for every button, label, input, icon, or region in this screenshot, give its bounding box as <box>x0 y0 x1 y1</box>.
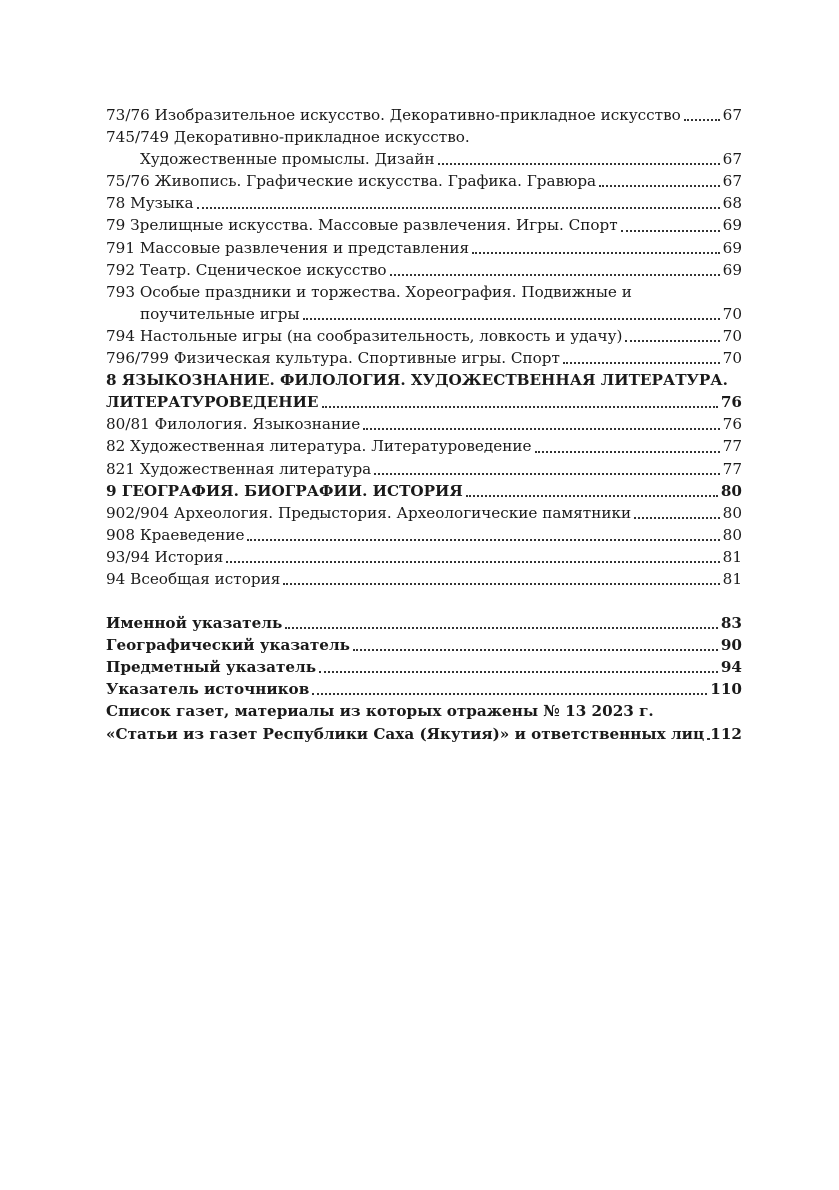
toc-entry[interactable] <box>106 325 742 347</box>
toc-entry-title: 9 ГЕОГРАФИЯ. БИОГРАФИИ. ИСТОРИЯ <box>106 481 463 500</box>
toc-entry-page: 83 <box>720 614 742 633</box>
toc-entry-title: 793 Особые праздники и торжества. Хореография. Подвижные и <box>106 282 632 301</box>
toc-entry-line <box>106 104 742 126</box>
toc-entry[interactable] <box>106 413 742 435</box>
toc-entry-title: 94 Всеобщая история <box>106 569 281 588</box>
toc-entry-line <box>106 612 742 634</box>
toc-entry[interactable] <box>106 700 742 744</box>
toc-entry-title: Художественные промыслы. Дизайн <box>140 150 435 169</box>
toc-entry-line <box>106 192 742 214</box>
toc-entry-page: 70 <box>722 304 742 323</box>
toc-entry[interactable] <box>106 104 742 126</box>
toc-entry-line <box>106 170 742 192</box>
dot-leader <box>599 185 720 187</box>
toc-entry[interactable] <box>106 369 742 413</box>
dot-leader <box>438 163 720 165</box>
toc-entry[interactable] <box>106 568 742 590</box>
toc-entry-line <box>106 214 742 236</box>
toc-entry-page: 94 <box>720 658 742 677</box>
toc-entry-page: 68 <box>722 194 742 213</box>
toc-entry-line <box>106 347 742 369</box>
section-gap <box>106 590 742 612</box>
toc-entry-title: 791 Массовые развлечения и представления <box>106 238 470 257</box>
toc-entry-line <box>106 281 742 303</box>
toc-entry-line <box>106 458 742 480</box>
toc-entry-page: 76 <box>720 393 742 412</box>
toc-entry-title: ЛИТЕРАТУРОВЕДЕНИЕ <box>106 393 319 412</box>
toc-entry-line <box>106 391 742 413</box>
toc-entry-page: 67 <box>722 106 742 124</box>
dot-leader <box>625 340 719 342</box>
dot-leader <box>283 583 719 585</box>
toc-entry-page: 77 <box>722 437 742 456</box>
toc-entry[interactable] <box>106 259 742 281</box>
toc-entry-title: поучительные игры <box>140 304 300 323</box>
toc-entry-title: «Статьи из газет Республики Саха (Якутия)» и ответственных лиц <box>106 724 705 743</box>
toc-entry-page: 69 <box>722 216 742 235</box>
dot-leader <box>466 495 718 497</box>
dot-leader <box>621 230 720 232</box>
toc-entry-line <box>106 435 742 457</box>
toc-entry-title: 80/81 Филология. Языкознание <box>106 415 361 434</box>
toc-entry[interactable] <box>106 524 742 546</box>
table-of-contents <box>106 104 742 745</box>
toc-entry[interactable] <box>106 214 742 236</box>
toc-entry-page: 80 <box>720 481 742 500</box>
dot-leader <box>303 318 720 320</box>
toc-entry-line <box>106 568 742 590</box>
toc-entry-line <box>106 148 742 170</box>
toc-entry-page: 81 <box>722 569 742 588</box>
toc-entry-line <box>106 634 742 656</box>
toc-entry-page: 67 <box>722 172 742 191</box>
dot-leader <box>390 274 720 276</box>
toc-entry[interactable] <box>106 480 742 502</box>
dot-leader <box>226 561 719 563</box>
toc-entry-title: 8 ЯЗЫКОЗНАНИЕ. ФИЛОЛОГИЯ. ХУДОЖЕСТВЕННАЯ ЛИТЕРАТУРА. <box>106 371 728 390</box>
toc-entry-page: 77 <box>722 459 742 478</box>
toc-entry-title: Географический указатель <box>106 636 350 655</box>
toc-entry[interactable] <box>106 126 742 170</box>
toc-entry-page: 80 <box>722 525 742 544</box>
dot-leader <box>322 406 718 408</box>
toc-entry-title: 902/904 Археология. Предыстория. Археологические памятники <box>106 503 632 522</box>
toc-entry-line <box>106 369 742 391</box>
toc-entry-title: 93/94 История <box>106 547 224 566</box>
toc-entry-title: 796/799 Физическая культура. Спортивные игры. Спорт <box>106 349 560 368</box>
toc-entry-line <box>106 700 742 722</box>
toc-entry[interactable] <box>106 435 742 457</box>
toc-entry[interactable] <box>106 502 742 524</box>
toc-entry-page: 81 <box>722 547 742 566</box>
toc-entry-page: 110 <box>710 680 742 699</box>
toc-entry-title: Предметный указатель <box>106 658 317 677</box>
toc-entry-title: 78 Музыка <box>106 194 194 213</box>
toc-entry-page: 70 <box>722 326 742 345</box>
dot-leader <box>197 207 720 209</box>
toc-entry[interactable] <box>106 678 742 700</box>
toc-section-list <box>106 104 742 590</box>
dot-leader <box>563 362 720 364</box>
toc-entry-line <box>106 656 742 678</box>
toc-entry-line <box>106 723 742 745</box>
toc-entry-title: 821 Художественная литература <box>106 459 372 478</box>
toc-entry-title: 794 Настольные игры (на сообразительность, ловкость и удачу) <box>106 326 623 345</box>
toc-entry[interactable] <box>106 634 742 656</box>
toc-entry-page: 80 <box>722 503 742 522</box>
dot-leader <box>634 517 720 519</box>
toc-entry-line <box>106 546 742 568</box>
index-section-list <box>106 612 742 745</box>
dot-leader <box>535 451 720 453</box>
toc-entry[interactable] <box>106 281 742 325</box>
toc-entry-title: 792 Театр. Сценическое искусство <box>106 260 387 279</box>
dot-leader <box>353 649 718 651</box>
dot-leader <box>247 539 719 541</box>
toc-entry[interactable] <box>106 656 742 678</box>
toc-entry-title: 82 Художественная литература. Литературоведение <box>106 437 532 456</box>
toc-entry[interactable] <box>106 192 742 214</box>
toc-entry-line <box>106 678 742 700</box>
toc-entry-line <box>106 259 742 281</box>
toc-entry-title: 745/749 Декоративно-прикладное искусство. <box>106 128 470 147</box>
toc-entry[interactable] <box>106 237 742 259</box>
toc-entry-title: 73/76 Изобразительное искусство. Декоративно-прикладное искусство <box>106 106 681 124</box>
toc-entry[interactable] <box>106 612 742 634</box>
toc-entry-title: Указатель источников <box>106 680 310 699</box>
toc-entry-title: 79 Зрелищные искусства. Массовые развлечения. Игры. Спорт <box>106 216 618 235</box>
toc-entry-page: 90 <box>720 636 742 655</box>
toc-entry-line <box>106 524 742 546</box>
toc-entry-line <box>106 303 742 325</box>
toc-entry-line <box>106 502 742 524</box>
toc-entry-title: 908 Краеведение <box>106 525 245 544</box>
toc-entry-title: Именной указатель <box>106 614 283 633</box>
toc-entry[interactable] <box>106 347 742 369</box>
dot-leader <box>363 428 719 430</box>
toc-entry-page: 67 <box>722 150 742 169</box>
dot-leader <box>285 627 718 629</box>
toc-entry-line <box>106 126 742 148</box>
toc-entry-title: Список газет, материалы из которых отражены № 13 2023 г. <box>106 702 654 721</box>
toc-entry-page: 112 <box>710 724 742 743</box>
toc-entry-line <box>106 325 742 347</box>
toc-entry-line <box>106 413 742 435</box>
toc-entry-page: 76 <box>722 415 742 434</box>
dot-leader <box>319 671 718 673</box>
toc-entry-page: 69 <box>722 260 742 279</box>
toc-entry-page: 69 <box>722 238 742 257</box>
dot-leader <box>684 119 720 121</box>
toc-entry[interactable] <box>106 546 742 568</box>
dot-leader <box>472 252 720 254</box>
toc-entry-line <box>106 480 742 502</box>
toc-entry-page: 70 <box>722 349 742 368</box>
toc-entry-line <box>106 237 742 259</box>
toc-entry-title: 75/76 Живопись. Графические искусства. Графика. Гравюра <box>106 172 597 191</box>
toc-entry[interactable] <box>106 170 742 192</box>
dot-leader <box>374 473 719 475</box>
toc-entry[interactable] <box>106 458 742 480</box>
dot-leader <box>312 693 707 695</box>
